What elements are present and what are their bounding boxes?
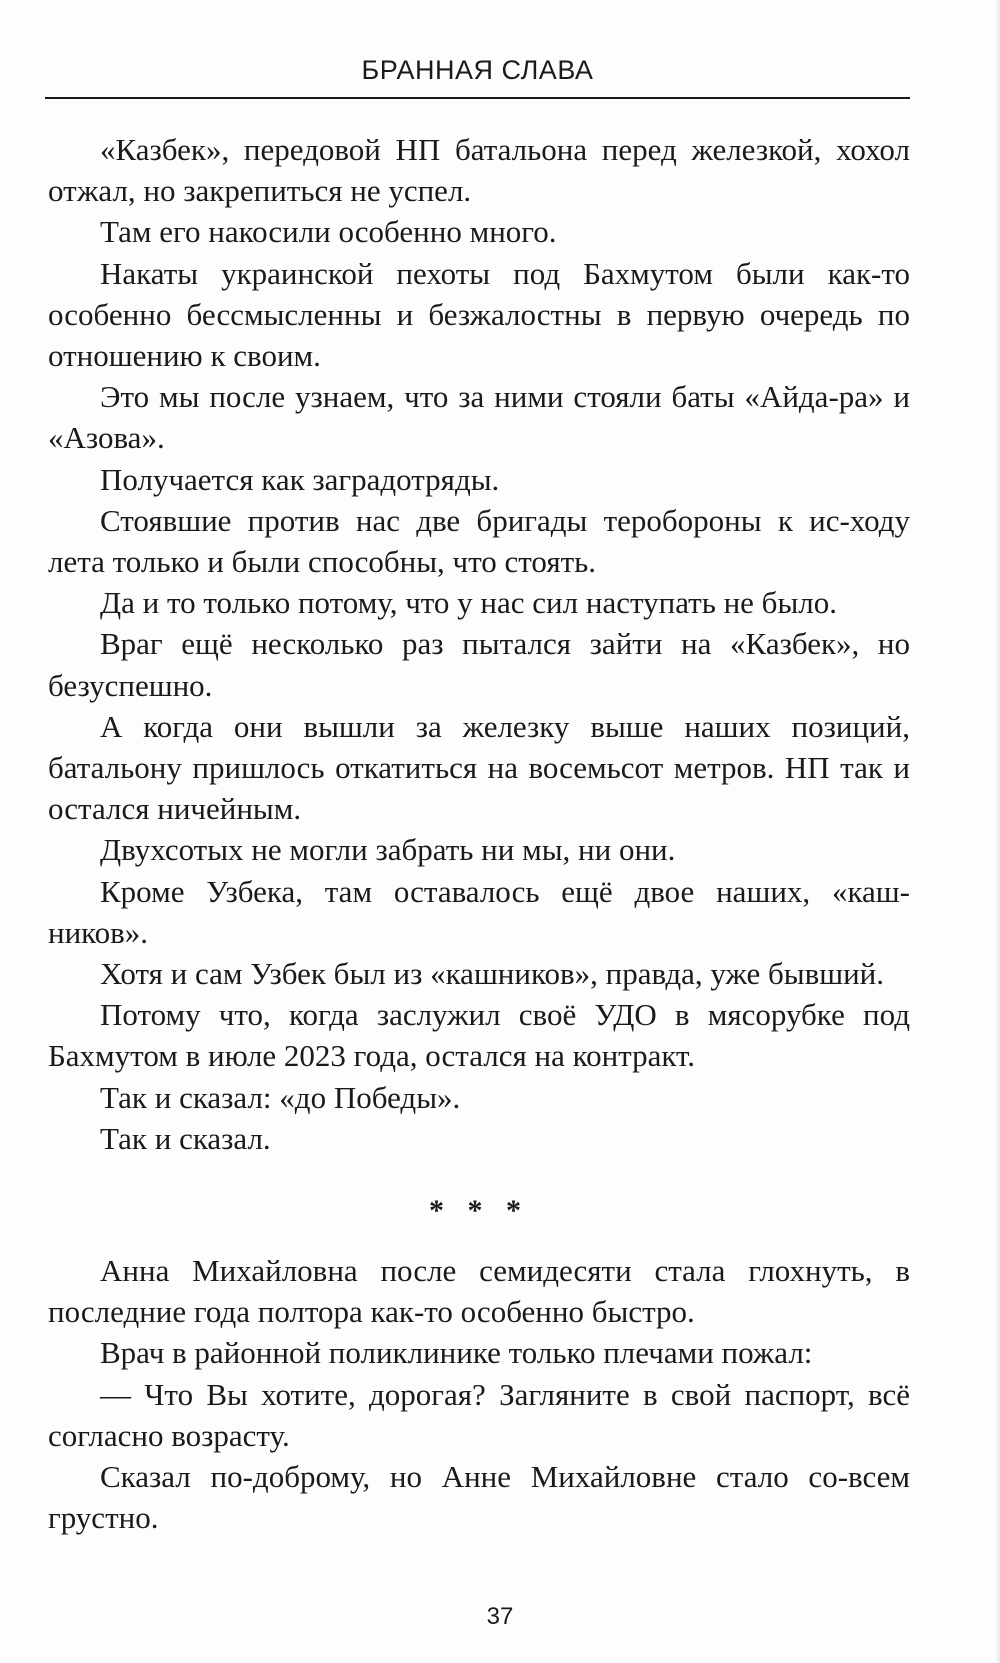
paragraph: Получается как заградотряды. — [100, 461, 500, 497]
paragraph: Это мы после узнаем, что за ними стояли баты «Айда-ра» и «Азова». — [48, 379, 910, 456]
paragraph: Так и сказал: «до Победы». — [100, 1079, 461, 1115]
header-rule — [45, 97, 910, 99]
paragraph: А когда они вышли за железку выше наших позиций, батальону пришлось откатиться на восемьсот метров. НП так и остался ничейным. — [48, 708, 910, 827]
paragraph: Сказал по-доброму, но Анне Михайловне стало со-всем грустно. — [48, 1459, 910, 1536]
paragraph: Кроме Узбека, там оставалось ещё двое наших, «каш-ников». — [48, 873, 910, 950]
paragraph: Враг ещё несколько раз пытался зайти на «Казбек», но безуспешно. — [48, 626, 910, 703]
paragraph: — Что Вы хотите, дорогая? Загляните в свой паспорт, всё согласно возрасту. — [48, 1376, 910, 1453]
paragraph: Потому что, когда заслужил своё УДО в мясорубке под Бахмутом в июле 2023 года, остался на контракт. — [48, 997, 910, 1074]
section-separator: * * * — [429, 1194, 529, 1228]
paragraph: Хотя и сам Узбек был из «кашников», правда, уже бывший. — [100, 956, 885, 992]
paragraph: Накаты украинской пехоты под Бахмутом были как-то особенно бессмысленны и безжалостны в первую очередь по отношению к своим. — [48, 255, 910, 374]
paragraph: Врач в районной поликлинике только плечами пожал: — [100, 1335, 813, 1371]
paragraph: «Казбек», передовой НП батальона перед железкой, хохол отжал, но закрепиться не успел. — [48, 132, 910, 209]
page-edge-shadow — [994, 0, 1000, 1663]
paragraph: Там его накосили особенно много. — [100, 214, 557, 250]
running-title: БРАННАЯ СЛАВА — [361, 55, 594, 85]
page-number: 37 — [486, 1603, 514, 1630]
paragraph: Анна Михайловна после семидесяти стала глохнуть, в последние года полтора как-то особенно быстро. — [48, 1253, 910, 1330]
page-text — [48, 129, 910, 1539]
paragraph: Двухсотых не могли забрать ни мы, ни они. — [100, 832, 676, 868]
paragraph: Стоявшие против нас две бригады теробороны к ис-ходу лета только и были способны, что стоять. — [48, 502, 910, 580]
paragraph: Так и сказал. — [100, 1120, 271, 1156]
paragraph: Да и то только потому, что у нас сил наступать не было. — [100, 585, 838, 621]
